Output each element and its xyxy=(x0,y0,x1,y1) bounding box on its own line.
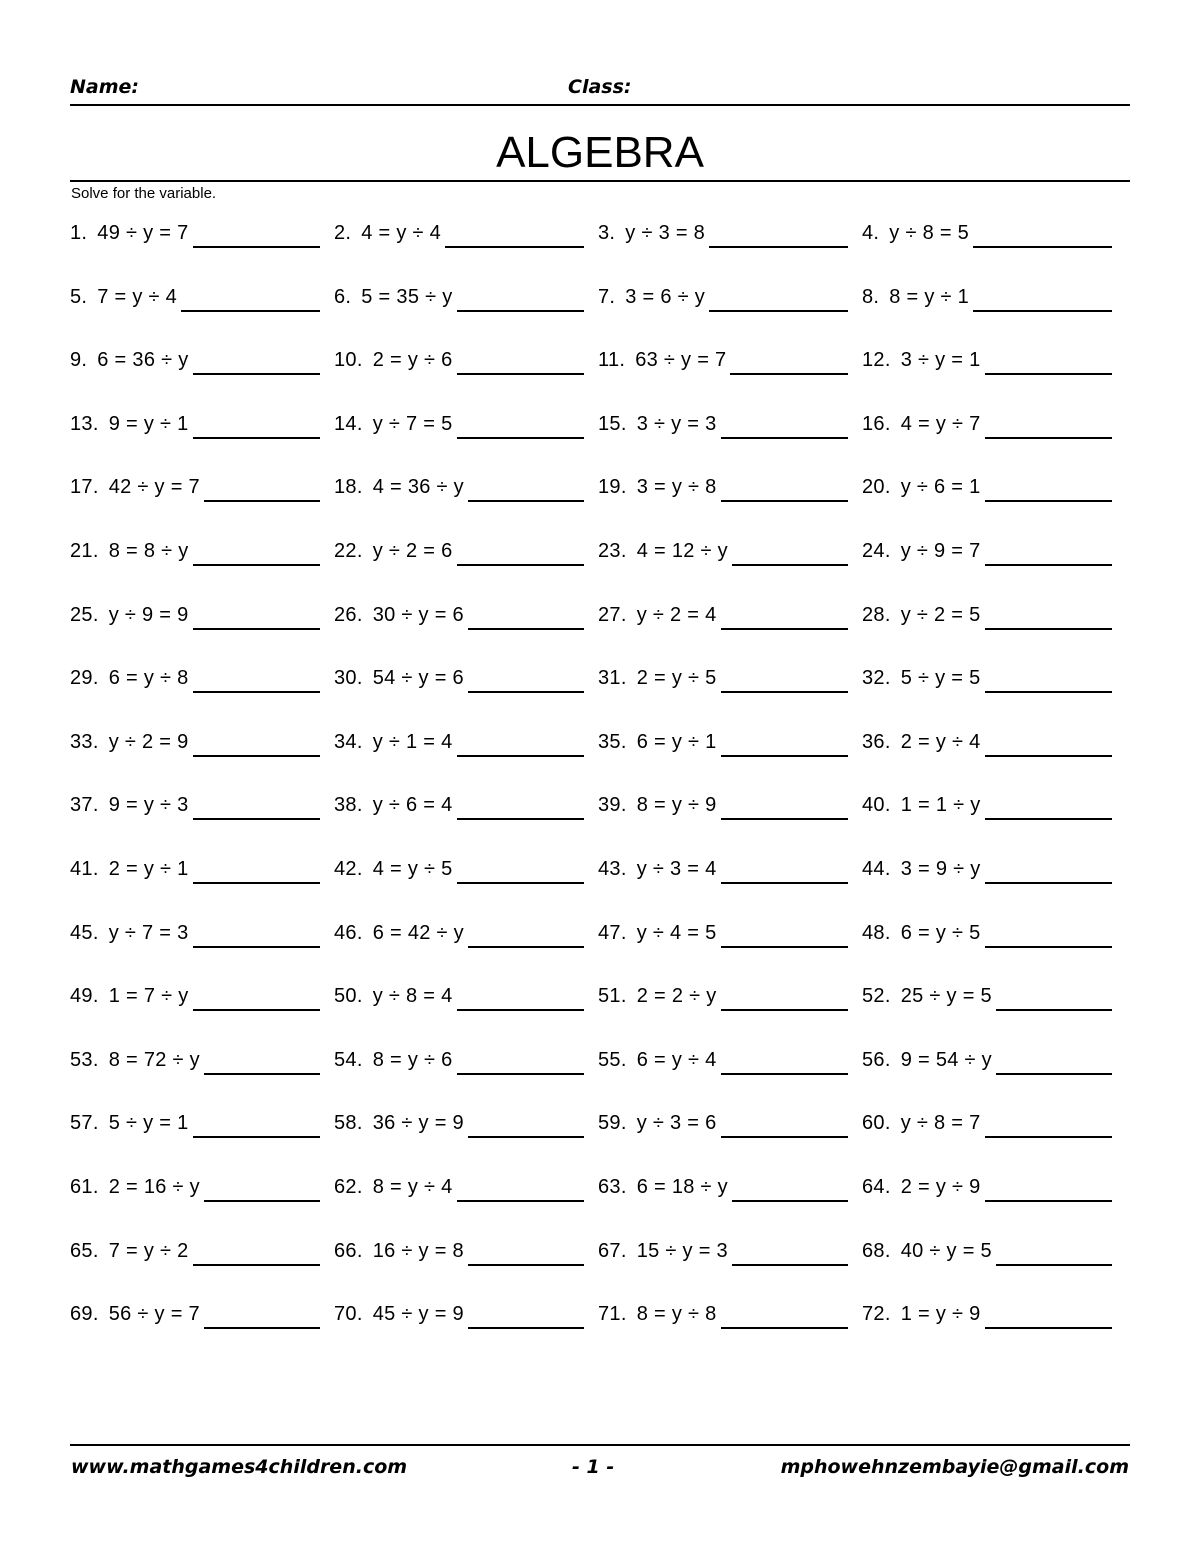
problem-item xyxy=(70,1159,320,1199)
problem-number: 3. xyxy=(598,222,616,244)
problem-equation: 8 = 72 ÷ y xyxy=(108,1048,200,1071)
problem-number: 15. xyxy=(598,412,627,435)
problem-equation: 3 = 9 ÷ y xyxy=(900,858,981,880)
problem-item xyxy=(862,1286,1112,1326)
problem-item xyxy=(862,905,1112,945)
answer-blank[interactable] xyxy=(204,1200,320,1202)
problem-number: 28. xyxy=(862,603,891,626)
answer-blank[interactable] xyxy=(985,628,1112,630)
problem-item xyxy=(598,1159,848,1199)
problem-item xyxy=(70,777,320,817)
answer-blank[interactable] xyxy=(204,500,320,502)
problem-number: 50. xyxy=(334,985,363,1008)
problem-number: 19. xyxy=(598,476,627,499)
answer-blank[interactable] xyxy=(204,1073,320,1075)
answer-blank[interactable] xyxy=(193,1009,320,1011)
answer-blank[interactable] xyxy=(193,628,320,630)
problem-number: 41. xyxy=(70,858,99,880)
problem-number: 20. xyxy=(862,476,891,499)
answer-blank[interactable] xyxy=(721,437,848,439)
answer-blank[interactable] xyxy=(457,310,584,312)
problem-equation: y ÷ 7 = 5 xyxy=(372,412,453,435)
problem-item xyxy=(70,523,320,563)
problem-number: 49. xyxy=(70,985,99,1008)
problem-item xyxy=(862,1032,1112,1072)
answer-blank[interactable] xyxy=(457,818,584,820)
answer-blank[interactable] xyxy=(193,373,320,375)
problem-equation: 4 = y ÷ 5 xyxy=(372,858,453,880)
problem-item xyxy=(334,523,584,563)
problem-item xyxy=(334,205,584,245)
problem-item xyxy=(862,841,1112,881)
answer-blank[interactable] xyxy=(985,882,1112,884)
problem-item xyxy=(70,587,320,627)
problem-equation: 30 ÷ y = 6 xyxy=(372,603,464,626)
answer-blank[interactable] xyxy=(985,500,1112,502)
problem-item xyxy=(598,968,848,1008)
problem-equation: 5 ÷ y = 5 xyxy=(900,667,981,690)
problem-item xyxy=(862,459,1112,499)
problem-item xyxy=(862,1223,1112,1263)
problem-item xyxy=(862,1095,1112,1135)
answer-blank[interactable] xyxy=(193,1264,320,1266)
problem-item xyxy=(598,459,848,499)
problem-item xyxy=(70,714,320,754)
problem-equation: 1 = 7 ÷ y xyxy=(108,985,189,1008)
problem-number: 46. xyxy=(334,921,363,944)
answer-blank[interactable] xyxy=(996,1264,1112,1266)
answer-blank[interactable] xyxy=(973,246,1112,248)
problem-number: 57. xyxy=(70,1112,99,1135)
problem-item xyxy=(334,905,584,945)
problem-equation: 2 = 16 ÷ y xyxy=(108,1176,200,1198)
name-label: Name: xyxy=(70,76,140,98)
problem-item xyxy=(862,650,1112,690)
problem-number: 60. xyxy=(862,1112,891,1135)
problem-item xyxy=(334,1032,584,1072)
problem-item xyxy=(70,1095,320,1135)
problem-equation: y ÷ 6 = 4 xyxy=(372,794,453,817)
answer-blank[interactable] xyxy=(985,691,1112,693)
answer-blank[interactable] xyxy=(732,564,848,566)
problem-equation: 16 ÷ y = 8 xyxy=(372,1239,464,1262)
answer-blank[interactable] xyxy=(457,882,584,884)
problem-item xyxy=(334,714,584,754)
problem-number: 56. xyxy=(862,1048,891,1071)
answer-blank[interactable] xyxy=(457,437,584,439)
answer-blank[interactable] xyxy=(468,500,584,502)
answer-blank[interactable] xyxy=(973,310,1112,312)
problem-number: 14. xyxy=(334,412,363,435)
answer-blank[interactable] xyxy=(204,1327,320,1329)
problem-equation: 8 = y ÷ 8 xyxy=(636,1303,717,1326)
problem-number: 37. xyxy=(70,794,99,817)
answer-blank[interactable] xyxy=(468,946,584,948)
problem-number: 68. xyxy=(862,1239,891,1262)
problem-item xyxy=(70,841,320,881)
problem-number: 59. xyxy=(598,1112,627,1135)
problem-number: 23. xyxy=(598,540,627,562)
problem-equation: y ÷ 1 = 4 xyxy=(372,730,453,753)
problem-item xyxy=(862,332,1112,372)
problem-number: 36. xyxy=(862,730,891,753)
problem-number: 8. xyxy=(862,285,880,308)
problem-equation: 6 = y ÷ 5 xyxy=(900,921,981,944)
answer-blank[interactable] xyxy=(193,246,320,248)
answer-blank[interactable] xyxy=(721,1073,848,1075)
problem-equation: 8 = y ÷ 6 xyxy=(372,1048,453,1071)
problem-item xyxy=(862,777,1112,817)
problem-item xyxy=(70,396,320,436)
answer-blank[interactable] xyxy=(721,755,848,757)
problem-equation: 9 = y ÷ 3 xyxy=(108,794,189,817)
problem-item xyxy=(334,332,584,372)
problem-number: 42. xyxy=(334,858,363,880)
answer-blank[interactable] xyxy=(457,1200,584,1202)
problem-item xyxy=(70,650,320,690)
problem-number: 44. xyxy=(862,858,891,880)
problem-equation: y ÷ 3 = 4 xyxy=(636,858,717,880)
answer-blank[interactable] xyxy=(457,755,584,757)
problem-equation: y ÷ 9 = 7 xyxy=(900,540,981,562)
problem-equation: y ÷ 8 = 4 xyxy=(372,985,453,1008)
answer-blank[interactable] xyxy=(468,628,584,630)
problem-number: 6. xyxy=(334,285,352,308)
problem-item xyxy=(598,1095,848,1135)
answer-blank[interactable] xyxy=(193,1136,320,1138)
problem-item xyxy=(334,396,584,436)
problem-number: 31. xyxy=(598,667,627,690)
problem-number: 24. xyxy=(862,540,891,562)
problem-equation: 8 = y ÷ 9 xyxy=(636,794,717,817)
footer-page-number: - 1 - xyxy=(572,1456,615,1478)
problem-number: 43. xyxy=(598,858,627,880)
answer-blank[interactable] xyxy=(985,437,1112,439)
problem-item xyxy=(598,1223,848,1263)
class-label: Class: xyxy=(568,76,632,98)
problem-item xyxy=(334,1095,584,1135)
problem-equation: 5 ÷ y = 1 xyxy=(108,1112,189,1135)
problem-number: 55. xyxy=(598,1048,627,1071)
problem-item xyxy=(70,1223,320,1263)
problem-number: 71. xyxy=(598,1303,627,1326)
answer-blank[interactable] xyxy=(193,946,320,948)
problem-equation: y ÷ 2 = 4 xyxy=(636,603,717,626)
problem-equation: 8 = y ÷ 4 xyxy=(372,1176,453,1198)
problem-item xyxy=(598,841,848,881)
problem-number: 26. xyxy=(334,603,363,626)
problem-equation: y ÷ 2 = 9 xyxy=(108,730,189,753)
problem-equation: 7 = y ÷ 4 xyxy=(97,285,178,308)
answer-blank[interactable] xyxy=(732,1264,848,1266)
answer-blank[interactable] xyxy=(193,437,320,439)
answer-blank[interactable] xyxy=(468,1264,584,1266)
problem-equation: y ÷ 4 = 5 xyxy=(636,921,717,944)
problem-equation: 2 = y ÷ 5 xyxy=(636,667,717,690)
problem-item xyxy=(598,1286,848,1326)
problem-item xyxy=(598,714,848,754)
problem-equation: y ÷ 9 = 9 xyxy=(108,603,189,626)
answer-blank[interactable] xyxy=(709,246,848,248)
problem-number: 32. xyxy=(862,667,891,690)
problem-number: 35. xyxy=(598,730,627,753)
problem-equation: 6 = y ÷ 4 xyxy=(636,1048,717,1071)
problem-equation: 4 = 36 ÷ y xyxy=(372,476,464,499)
answer-blank[interactable] xyxy=(985,1200,1112,1202)
problem-equation: 3 = y ÷ 8 xyxy=(636,476,717,499)
problem-number: 40. xyxy=(862,794,891,817)
answer-blank[interactable] xyxy=(193,691,320,693)
instructions: Solve for the variable. xyxy=(71,185,217,202)
problem-number: 9. xyxy=(70,349,88,372)
answer-blank[interactable] xyxy=(721,1009,848,1011)
problem-equation: 3 ÷ y = 1 xyxy=(900,349,981,372)
problem-equation: y ÷ 3 = 6 xyxy=(636,1112,717,1135)
problem-equation: 8 = 8 ÷ y xyxy=(108,540,189,562)
problem-equation: 4 = 12 ÷ y xyxy=(636,540,728,562)
problem-item xyxy=(862,587,1112,627)
problem-item xyxy=(334,459,584,499)
problem-number: 64. xyxy=(862,1176,891,1198)
problem-item xyxy=(598,332,848,372)
answer-blank[interactable] xyxy=(985,755,1112,757)
problem-equation: 45 ÷ y = 9 xyxy=(372,1303,464,1326)
problem-item xyxy=(862,396,1112,436)
footer-email: mphowehnzembayie@gmail.com xyxy=(780,1456,1129,1478)
problem-item xyxy=(70,1286,320,1326)
problem-number: 69. xyxy=(70,1303,99,1326)
problem-equation: 6 = 36 ÷ y xyxy=(97,349,189,372)
problem-equation: 1 = 1 ÷ y xyxy=(900,794,981,817)
answer-blank[interactable] xyxy=(709,310,848,312)
problem-equation: 2 = 2 ÷ y xyxy=(636,985,717,1008)
problem-number: 11. xyxy=(598,349,626,372)
problem-equation: 7 = y ÷ 2 xyxy=(108,1239,189,1262)
problem-item xyxy=(334,650,584,690)
problem-number: 7. xyxy=(598,285,616,308)
answer-blank[interactable] xyxy=(468,691,584,693)
page-title: ALGEBRA xyxy=(70,126,1130,182)
problem-equation: 8 = y ÷ 1 xyxy=(889,285,970,308)
answer-blank[interactable] xyxy=(985,818,1112,820)
problem-equation: 42 ÷ y = 7 xyxy=(108,476,200,499)
problem-item xyxy=(70,332,320,372)
answer-blank[interactable] xyxy=(193,755,320,757)
problem-equation: 6 = 18 ÷ y xyxy=(636,1176,728,1198)
problem-item xyxy=(70,269,320,309)
problem-item xyxy=(598,396,848,436)
answer-blank[interactable] xyxy=(457,1009,584,1011)
problem-number: 27. xyxy=(598,603,627,626)
footer-divider xyxy=(70,1444,1130,1446)
problem-number: 67. xyxy=(598,1239,627,1262)
problem-number: 52. xyxy=(862,985,891,1008)
problem-item xyxy=(334,1286,584,1326)
problem-item xyxy=(70,968,320,1008)
problem-number: 17. xyxy=(70,476,99,499)
problem-item xyxy=(70,905,320,945)
problem-item xyxy=(334,968,584,1008)
problem-equation: 49 ÷ y = 7 xyxy=(97,222,189,244)
problem-number: 70. xyxy=(334,1303,363,1326)
problem-item xyxy=(70,459,320,499)
problem-item xyxy=(70,1032,320,1072)
problem-item xyxy=(862,714,1112,754)
problem-number: 72. xyxy=(862,1303,891,1326)
problem-number: 22. xyxy=(334,540,363,562)
problem-number: 33. xyxy=(70,730,99,753)
problem-number: 48. xyxy=(862,921,891,944)
problem-item xyxy=(598,777,848,817)
answer-blank[interactable] xyxy=(193,882,320,884)
problem-equation: 15 ÷ y = 3 xyxy=(636,1239,728,1262)
problem-number: 25. xyxy=(70,603,99,626)
answer-blank[interactable] xyxy=(985,564,1112,566)
answer-blank[interactable] xyxy=(985,373,1112,375)
problem-item xyxy=(862,205,1112,245)
problem-equation: 3 = 6 ÷ y xyxy=(625,285,706,308)
answer-blank[interactable] xyxy=(996,1073,1112,1075)
problem-number: 53. xyxy=(70,1048,99,1071)
problem-number: 66. xyxy=(334,1239,363,1262)
problem-item xyxy=(862,269,1112,309)
answer-blank[interactable] xyxy=(996,1009,1112,1011)
problem-equation: 4 = y ÷ 4 xyxy=(361,222,442,244)
problem-number: 12. xyxy=(862,349,891,372)
problem-item xyxy=(334,1223,584,1263)
problem-number: 18. xyxy=(334,476,363,499)
problem-equation: 3 ÷ y = 3 xyxy=(636,412,717,435)
problem-item xyxy=(334,841,584,881)
problem-equation: 2 = y ÷ 6 xyxy=(372,349,453,372)
problem-equation: y ÷ 8 = 5 xyxy=(889,222,970,244)
problem-number: 51. xyxy=(598,985,627,1008)
problem-item xyxy=(598,523,848,563)
problem-number: 34. xyxy=(334,730,363,753)
problem-item xyxy=(862,968,1112,1008)
problem-number: 63. xyxy=(598,1176,627,1198)
problem-equation: 4 = y ÷ 7 xyxy=(900,412,981,435)
answer-blank[interactable] xyxy=(721,691,848,693)
problem-equation: 25 ÷ y = 5 xyxy=(900,985,992,1008)
problem-item xyxy=(598,205,848,245)
problem-number: 39. xyxy=(598,794,627,817)
problem-item xyxy=(334,587,584,627)
answer-blank[interactable] xyxy=(468,1327,584,1329)
problem-equation: y ÷ 3 = 8 xyxy=(625,222,706,244)
problem-number: 54. xyxy=(334,1048,363,1071)
answer-blank[interactable] xyxy=(721,882,848,884)
answer-blank[interactable] xyxy=(468,1136,584,1138)
problem-equation: 54 ÷ y = 6 xyxy=(372,667,464,690)
problem-equation: 2 = y ÷ 1 xyxy=(108,858,189,880)
problem-item xyxy=(598,269,848,309)
problem-item xyxy=(334,1159,584,1199)
problem-item xyxy=(70,205,320,245)
problem-equation: y ÷ 6 = 1 xyxy=(900,476,981,499)
answer-blank[interactable] xyxy=(985,946,1112,948)
answer-blank[interactable] xyxy=(721,1327,848,1329)
problem-item xyxy=(598,1032,848,1072)
problem-equation: y ÷ 2 = 5 xyxy=(900,603,981,626)
problem-equation: y ÷ 7 = 3 xyxy=(108,921,189,944)
problem-number: 5. xyxy=(70,285,88,308)
problem-item xyxy=(862,523,1112,563)
answer-blank[interactable] xyxy=(193,564,320,566)
problem-number: 2. xyxy=(334,222,352,244)
problem-equation: 40 ÷ y = 5 xyxy=(900,1239,992,1262)
answer-blank[interactable] xyxy=(721,628,848,630)
problem-number: 1. xyxy=(70,222,88,244)
problem-item xyxy=(598,587,848,627)
problem-number: 13. xyxy=(70,412,99,435)
problem-equation: 6 = y ÷ 8 xyxy=(108,667,189,690)
answer-blank[interactable] xyxy=(730,373,848,375)
problem-number: 58. xyxy=(334,1112,363,1135)
answer-blank[interactable] xyxy=(721,946,848,948)
problem-number: 65. xyxy=(70,1239,99,1262)
footer-website: www.mathgames4children.com xyxy=(71,1456,408,1478)
problem-number: 47. xyxy=(598,921,627,944)
problem-number: 61. xyxy=(70,1176,99,1198)
answer-blank[interactable] xyxy=(457,564,584,566)
problem-equation: 56 ÷ y = 7 xyxy=(108,1303,200,1326)
answer-blank[interactable] xyxy=(193,818,320,820)
problem-number: 4. xyxy=(862,222,880,244)
problem-equation: 9 = 54 ÷ y xyxy=(900,1048,992,1071)
problem-equation: y ÷ 8 = 7 xyxy=(900,1112,981,1135)
problem-number: 21. xyxy=(70,540,99,562)
answer-blank[interactable] xyxy=(732,1200,848,1202)
problem-number: 45. xyxy=(70,921,99,944)
problem-item xyxy=(862,1159,1112,1199)
problem-number: 10. xyxy=(334,349,363,372)
problem-item xyxy=(598,905,848,945)
problem-number: 38. xyxy=(334,794,363,817)
answer-blank[interactable] xyxy=(181,310,320,312)
problem-equation: 6 = 42 ÷ y xyxy=(372,921,464,944)
answer-blank[interactable] xyxy=(985,1327,1112,1329)
answer-blank[interactable] xyxy=(721,500,848,502)
problem-equation: 63 ÷ y = 7 xyxy=(635,349,727,372)
problem-item xyxy=(334,269,584,309)
problem-equation: 2 = y ÷ 9 xyxy=(900,1176,981,1198)
problem-equation: 36 ÷ y = 9 xyxy=(372,1112,464,1135)
answer-blank[interactable] xyxy=(985,1136,1112,1138)
problem-number: 16. xyxy=(862,412,891,435)
problem-number: 62. xyxy=(334,1176,363,1198)
problem-equation: 5 = 35 ÷ y xyxy=(361,285,453,308)
problem-number: 30. xyxy=(334,667,363,690)
answer-blank[interactable] xyxy=(457,373,584,375)
problem-item xyxy=(334,777,584,817)
answer-blank[interactable] xyxy=(721,818,848,820)
problem-equation: 6 = y ÷ 1 xyxy=(636,730,717,753)
problem-number: 29. xyxy=(70,667,99,690)
problem-equation: 9 = y ÷ 1 xyxy=(108,412,189,435)
problem-equation: 1 = y ÷ 9 xyxy=(900,1303,981,1326)
answer-blank[interactable] xyxy=(721,1136,848,1138)
answer-blank[interactable] xyxy=(445,246,584,248)
problem-item xyxy=(598,650,848,690)
problem-equation: y ÷ 2 = 6 xyxy=(372,540,453,562)
answer-blank[interactable] xyxy=(457,1073,584,1075)
problem-equation: 2 = y ÷ 4 xyxy=(900,730,981,753)
